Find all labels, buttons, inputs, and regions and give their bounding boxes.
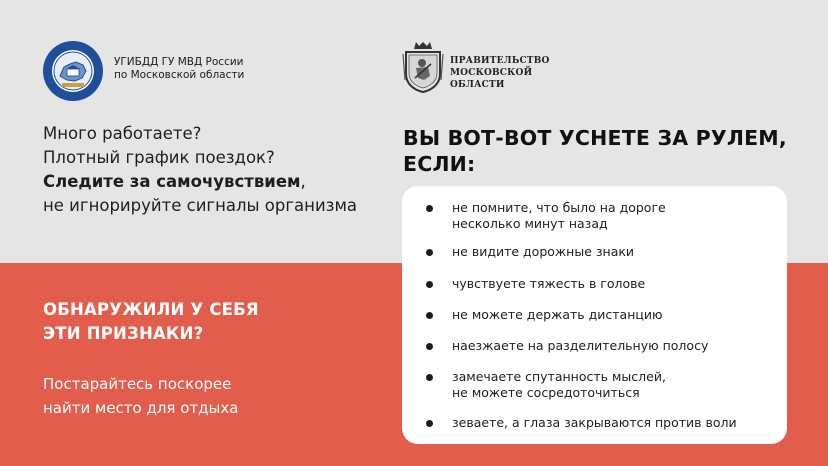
gov-line: ПРАВИТЕЛЬСТВО: [450, 56, 550, 66]
bullet-icon: [426, 281, 433, 288]
intro-line: не игнорируйте сигналы организма: [43, 196, 357, 215]
advice-line: найти место для отдыха: [43, 399, 239, 417]
intro-text: [43, 122, 357, 218]
list-item-text: замечаете спутанность мыслей, не можете сосредоточиться: [452, 369, 666, 400]
headline-line: ВЫ ВОТ-ВОТ УСНЕТЕ ЗА РУЛЕМ,: [403, 126, 787, 150]
list-item-text: не помните, что было на дороге несколько минут назад: [452, 200, 666, 231]
government-caption: [450, 55, 550, 91]
gibdd-caption: [114, 56, 244, 82]
gov-line: ОБЛАСТИ: [450, 80, 505, 90]
intro-line-emphasis: [43, 170, 357, 194]
list-item-text: не можете держать дистанцию: [452, 307, 663, 322]
advice-text: [43, 372, 238, 420]
question-line: ОБНАРУЖИЛИ У СЕБЯ: [43, 300, 259, 319]
question-line: ЭТИ ПРИЗНАКИ?: [43, 324, 204, 343]
list-item-text: наезжаете на разделительную полосу: [452, 338, 709, 353]
bullet-icon: [426, 343, 433, 350]
gibdd-line: по Московской области: [114, 69, 245, 81]
headline: [403, 125, 787, 177]
bullet-icon: [426, 249, 433, 256]
list-item-text: не видите дорожные знаки: [452, 244, 635, 259]
gibdd-line: УГИБДД ГУ МВД России: [114, 56, 244, 68]
advice-line: Постарайтесь поскорее: [43, 375, 232, 393]
list-item-text: зеваете, а глаза закрываются против воли: [452, 415, 737, 430]
intro-comma: ,: [300, 172, 306, 191]
question-title: [43, 298, 259, 346]
bullet-icon: [426, 312, 433, 319]
bullet-icon: [426, 374, 433, 381]
signs-card: [402, 186, 787, 444]
headline-line: ЕСЛИ:: [403, 152, 476, 176]
intro-line: Много работаете?: [43, 124, 202, 143]
moscow-region-coat-of-arms-icon: [402, 40, 444, 94]
intro-line: Плотный график поездок?: [43, 148, 275, 167]
gibdd-emblem-icon: [42, 40, 104, 102]
list-item-text: чувствуете тяжесть в голове: [452, 276, 646, 291]
bullet-icon: [426, 205, 433, 212]
gov-line: МОСКОВСКОЙ: [450, 68, 533, 78]
intro-bold: Следите за самочувствием: [43, 172, 301, 191]
bullet-icon: [426, 420, 433, 427]
